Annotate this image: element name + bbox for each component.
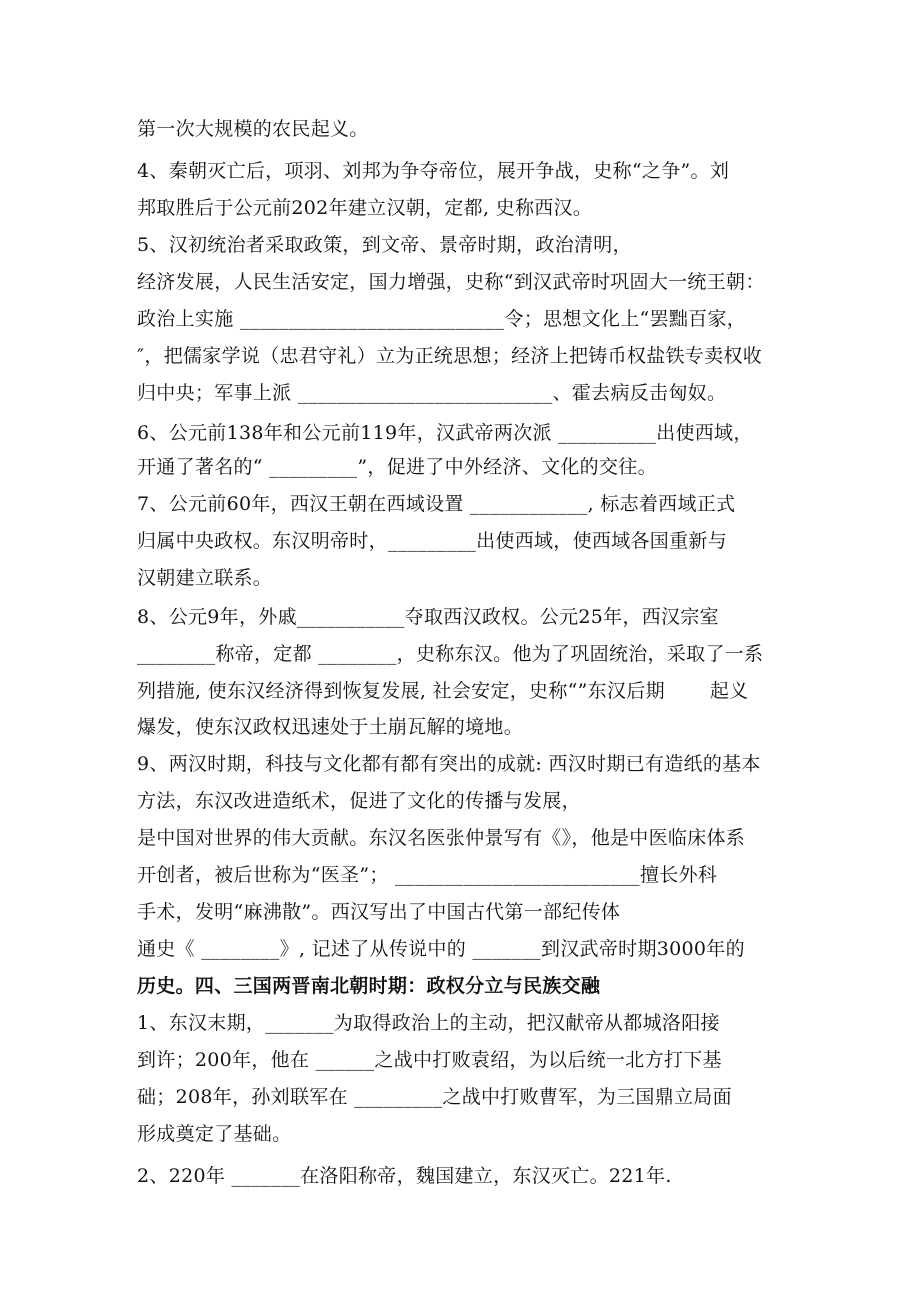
text-line: 础；208年，孙刘联军在 _________之战中打败曹军，为三国鼎立局面	[137, 1086, 732, 1108]
text-line: 邦取胜后于公元前202年建立汉朝，定都, 史称西汉。	[137, 197, 593, 219]
text-line: ________称帝，定都 ________，史称东汉。他为了巩固统治，采取了一系	[137, 643, 764, 665]
text-line: 开通了著名的“ _________”，促进了中外经济、文化的交往。	[137, 456, 657, 478]
text-line: 爆发，使东汉政权迅速处于土崩瓦解的境地。	[137, 716, 524, 738]
text-line: 手术，发明“麻沸散”。西汉写出了中国古代第一部纪传体	[137, 901, 621, 923]
text-line: 开创者，被后世称为“医圣”； _________________________擅长外科	[137, 864, 718, 886]
text-line: 7、公元前60年，西汉王朝在西域设置 ____________, 标志着西域正式	[137, 493, 736, 515]
text-line: 1、东汉末期，_______为取得政治上的主动，把汉献帝从都城洛阳接	[137, 1012, 720, 1034]
text-line: 形成奠定了基础。	[137, 1123, 292, 1145]
text-line: ″，把儒家学说（忠君守礼）立为正统思想；经济上把铸币权盐铁专卖权收	[137, 345, 762, 367]
text-line: 列措施, 使东汉经济得到恢复发展, 社会安定，史称“”东汉后期 起义	[137, 680, 749, 702]
text-line: 到许；200年，他在 ______之战中打败袁绍，为以后统一北方打下基	[137, 1049, 722, 1071]
text-line: 4、秦朝灭亡后，项羽、刘邦为争夺帝位，展开争战，史称“之争”。刘	[137, 160, 730, 182]
text-line: 第一次大规模的农民起义。	[137, 118, 369, 140]
text-line: 归中央；军事上派 __________________________、霍去病反击匈奴。	[137, 382, 727, 404]
text-line: 是中国对世界的伟大贡献。东汉名医张仲景写有《》，他是中医临床体系	[137, 827, 746, 849]
text-line: 通史《 ________》, 记述了从传说中的 _______到汉武帝时期3000年的	[137, 938, 745, 960]
text-line: 汉朝建立联系。	[137, 567, 273, 589]
text-line: 政治上实施 ___________________________令；思想文化上“罢黜百家，	[137, 308, 747, 330]
text-line: 2、220年 _______在洛阳称帝，魏国建立，东汉灭亡。221年.	[137, 1165, 672, 1187]
section-heading-line: 历史。四、三国两晋南北朝时期：政权分立与民族交融	[137, 975, 601, 997]
text-line: 8、公元9年，外戚___________夺取西汉政权。公元25年，西汉宗室	[137, 606, 719, 628]
text-line: 9、两汉时期，科技与文化都有都有突出的成就: 西汉时期已有造纸的基本	[137, 753, 761, 775]
text-line: 经济发展，人民生活安定，国力增强，史称“到汉武帝时巩固大一统王朝：	[137, 271, 765, 293]
text-line: 5、汉初统治者采取政策，到文帝、景帝时期，政治清明，	[137, 234, 632, 256]
text-line: 归属中央政权。东汉明帝时，_________出使西域，使西域各国重新与	[137, 530, 728, 552]
text-line: 6、公元前138年和公元前119年，汉武帝两次派 __________出使西域，	[137, 422, 753, 444]
text-line: 方法，东汉改进造纸术，促进了文化的传播与发展，	[137, 790, 581, 812]
